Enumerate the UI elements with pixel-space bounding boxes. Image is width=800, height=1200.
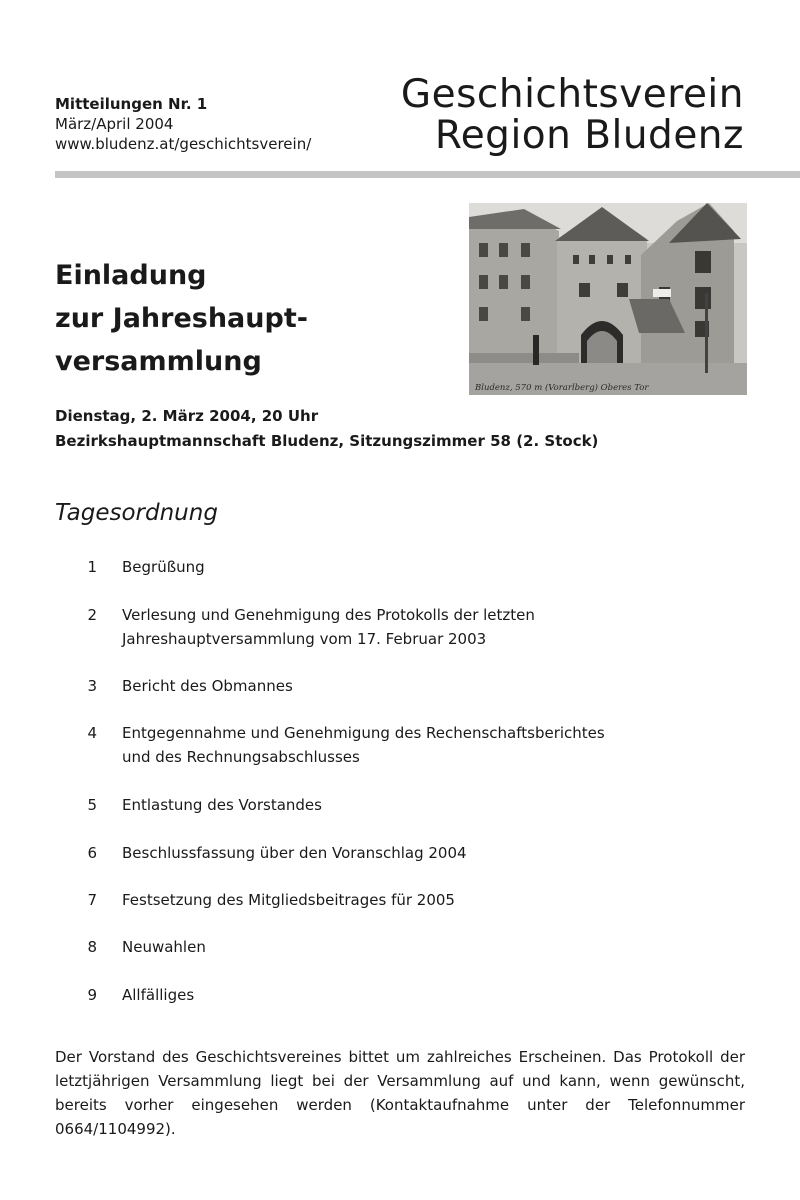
agenda-item-line: Verlesung und Genehmigung des Protokolls der letzten — [122, 606, 535, 624]
agenda-item-line: Begrüßung — [122, 558, 205, 576]
photo-caption: Bludenz, 570 m (Vorarlberg) Oberes Tor — [475, 383, 649, 393]
agenda-item-text — [122, 888, 742, 912]
issue-date: März/April 2004 — [55, 115, 174, 133]
organization-name-line1: Geschichtsverein — [400, 72, 744, 117]
agenda-item-text — [122, 983, 742, 1007]
agenda-item-text — [122, 555, 742, 579]
agenda-item-number: 5 — [87, 796, 97, 814]
agenda-item-text — [122, 674, 742, 698]
agenda-item-line: Allfälliges — [122, 986, 195, 1004]
agenda-item-line: Jahreshauptversammlung vom 17. Februar 2003 — [122, 630, 487, 648]
newsletter-number: Mitteilungen Nr. 1 — [55, 95, 208, 113]
agenda-item-number: 8 — [87, 938, 97, 956]
website-address: www.bludenz.at/geschichtsverein/ — [55, 135, 312, 153]
agenda-item-line: Bericht des Obmannes — [122, 677, 293, 695]
page-title-line3: versammlung — [55, 346, 262, 377]
agenda-item-line: Entlastung des Vorstandes — [122, 796, 322, 814]
organization-name-line2: Region Bludenz — [434, 113, 744, 158]
agenda-item-line: Neuwahlen — [122, 938, 206, 956]
agenda-item-number: 6 — [87, 844, 97, 862]
agenda-item-line: und des Rechnungsabschlusses — [122, 748, 360, 766]
agenda-item-number: 3 — [87, 677, 97, 695]
meeting-location: Bezirkshauptmannschaft Bludenz, Sitzungszimmer 58 (2. Stock) — [55, 432, 599, 450]
closing-paragraph: Der Vorstand des Geschichtsvereines bittet um zahlreiches Erscheinen. Das Protokoll der letztjährigen Versammlung liegt bei der Versammlung auf und kann, wenn gewünscht, bereits vorher eingesehen werden (Kontaktaufnahme unter der Telefonnummer 0664/1104992). — [55, 1048, 745, 1138]
header-divider — [55, 171, 800, 178]
meeting-details — [55, 404, 598, 454]
page-title-line2: zur Jahreshaupt- — [55, 303, 308, 334]
agenda-heading: Tagesordnung — [55, 500, 218, 526]
agenda-item-text — [122, 793, 742, 817]
agenda-item-text — [122, 721, 742, 769]
agenda-item-text — [122, 603, 742, 651]
agenda-item-number: 1 — [87, 558, 97, 576]
agenda-item-number: 2 — [87, 606, 97, 624]
historic-photo — [469, 203, 747, 395]
organization-name — [401, 74, 744, 156]
agenda-item-number: 7 — [87, 891, 97, 909]
agenda-item-number: 9 — [87, 986, 97, 1004]
town-gate-illustration — [469, 203, 747, 395]
meeting-datetime: Dienstag, 2. März 2004, 20 Uhr — [55, 407, 319, 425]
page-title-line1: Einladung — [55, 260, 207, 291]
agenda-item-text — [122, 935, 742, 959]
page-title — [55, 254, 308, 383]
newsletter-info — [55, 94, 311, 154]
agenda-item-text — [122, 841, 742, 865]
agenda-item-line: Festsetzung des Mitgliedsbeitrages für 2005 — [122, 891, 455, 909]
agenda-item-number: 4 — [87, 724, 97, 742]
agenda-item-line: Entgegennahme und Genehmigung des Rechenschaftsberichtes — [122, 724, 605, 742]
agenda-item-line: Beschlussfassung über den Voranschlag 2004 — [122, 844, 467, 862]
